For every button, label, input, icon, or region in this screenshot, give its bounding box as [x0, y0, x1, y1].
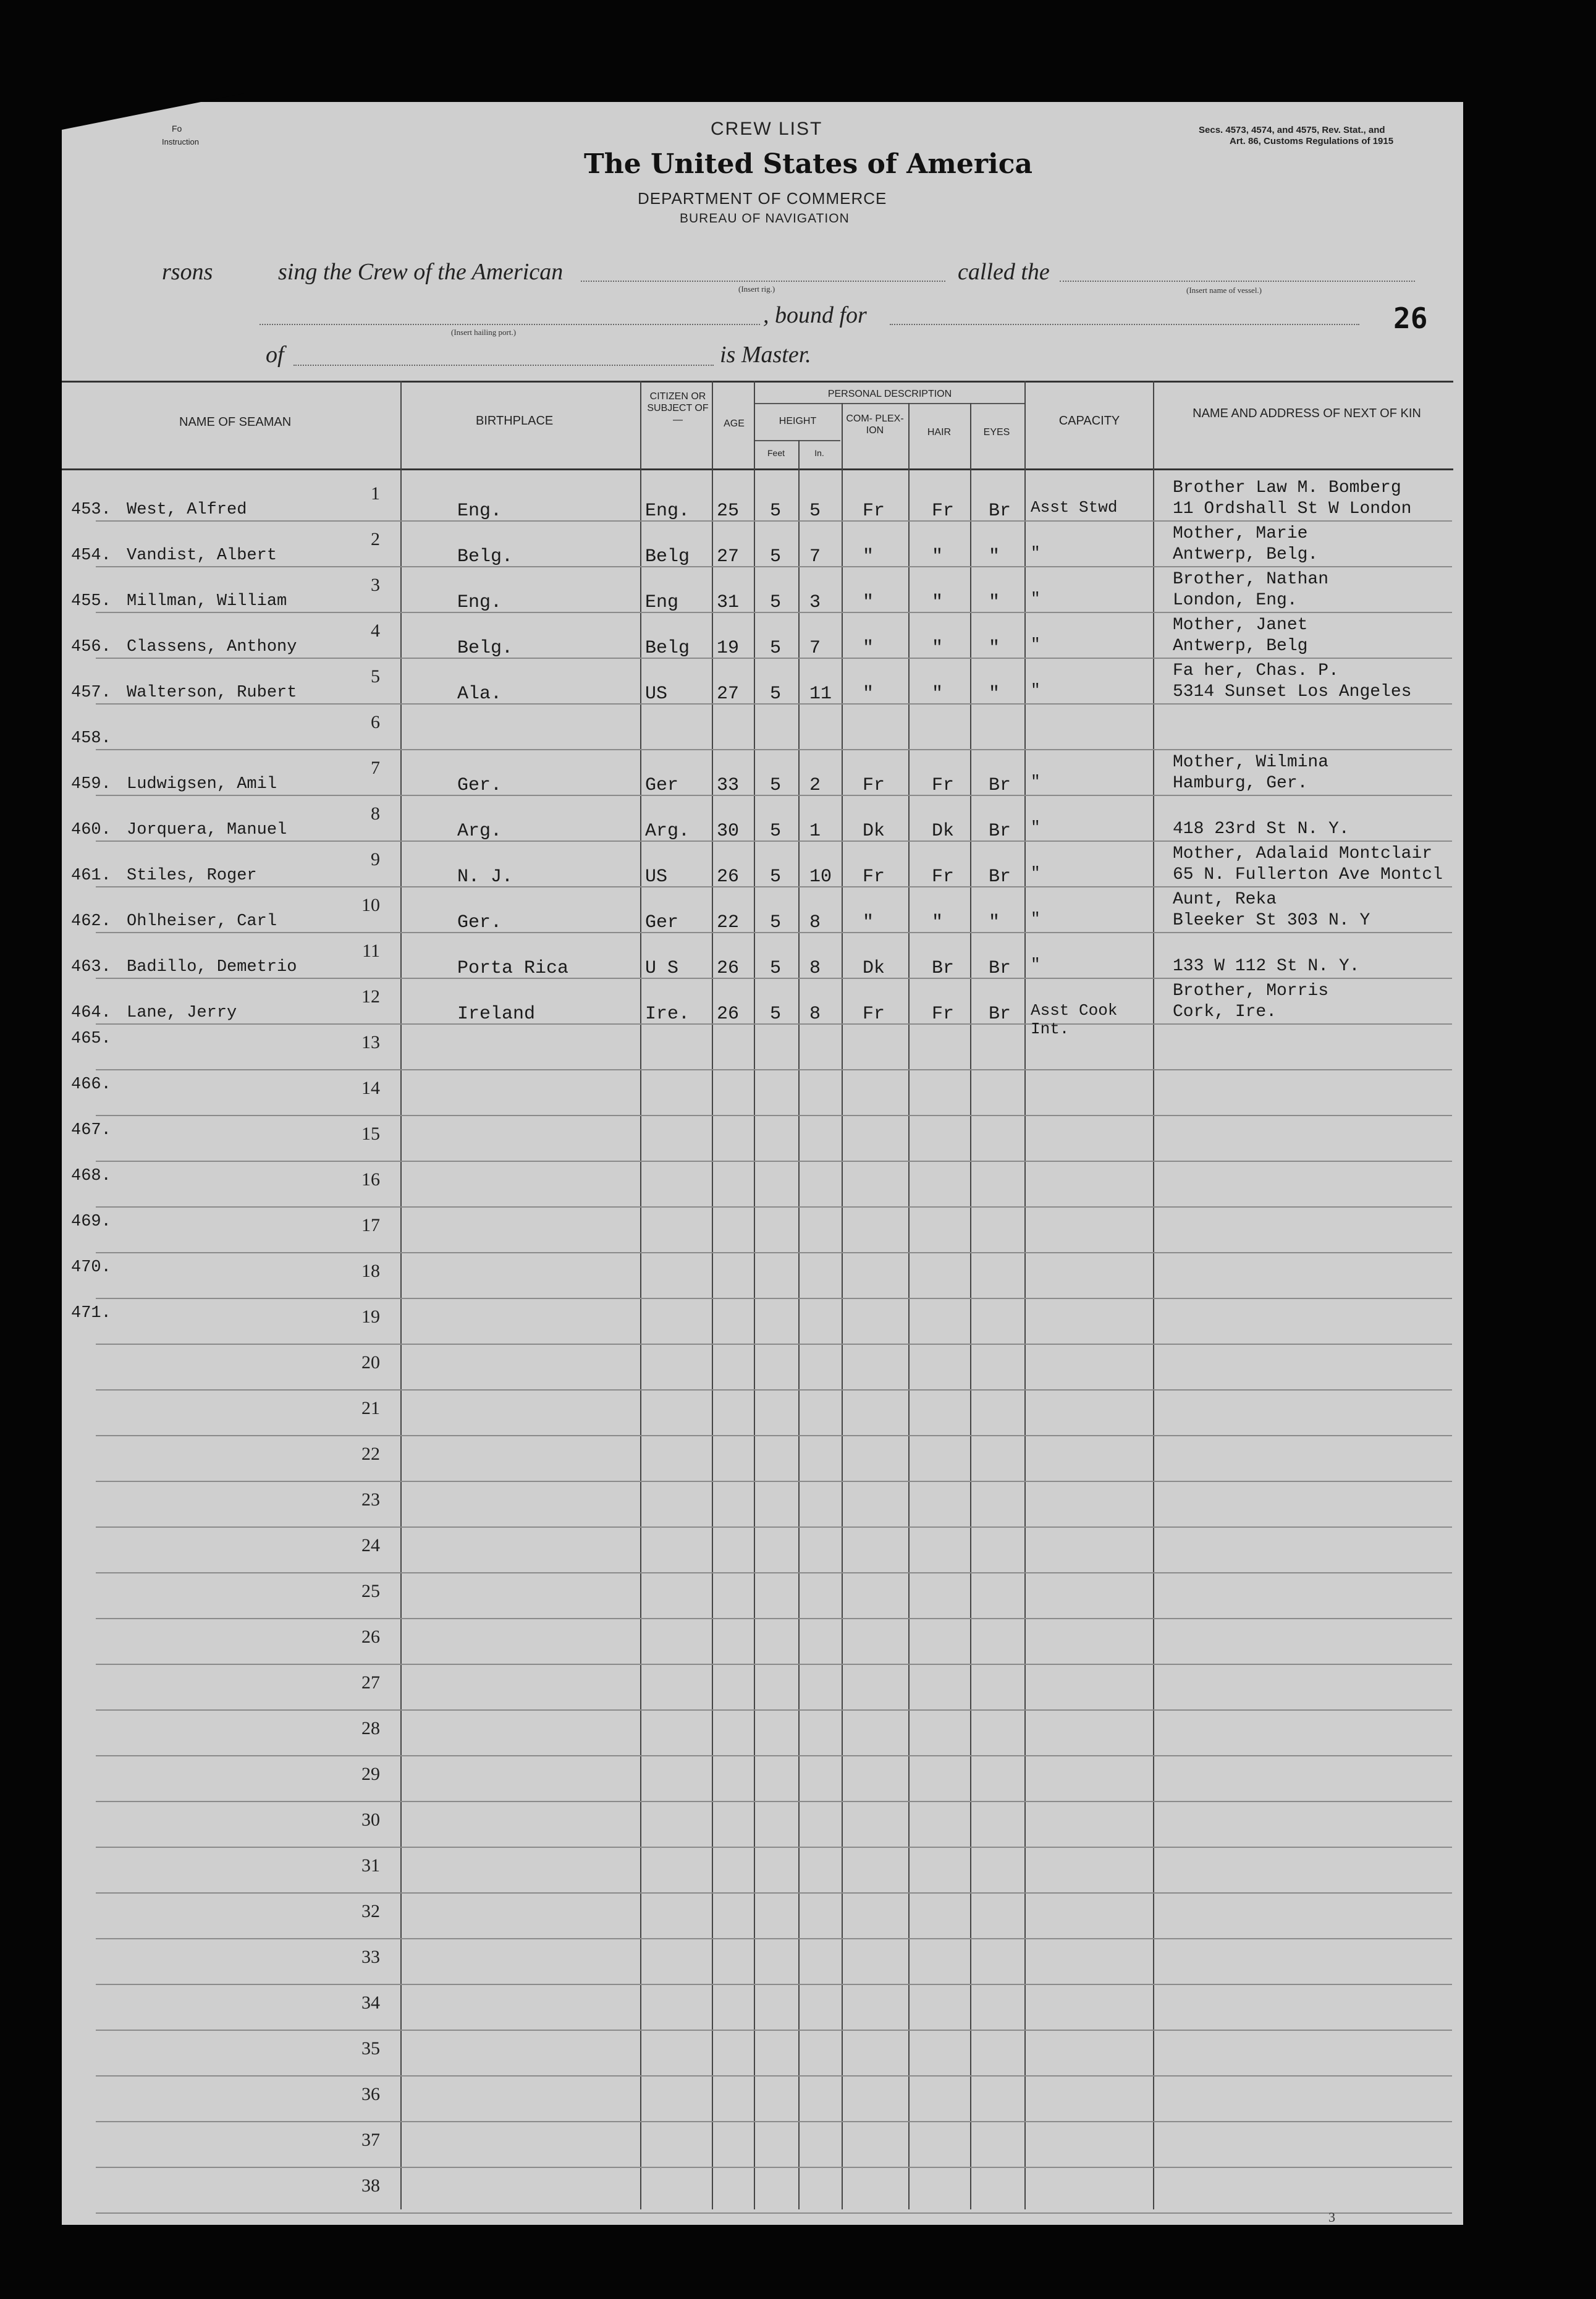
- row-number: 7: [371, 758, 380, 778]
- row-number: 5: [371, 666, 380, 687]
- col-age: AGE: [724, 418, 745, 429]
- height-inches: 2: [809, 775, 821, 796]
- seaman-id: 455.: [71, 592, 111, 611]
- statute-ref-2: Art. 86, Customs Regulations of 1915: [1230, 136, 1394, 146]
- row-number: 22: [361, 1444, 380, 1464]
- seaman-id: 462.: [71, 912, 111, 931]
- hair: Fr: [932, 775, 955, 796]
- vessel-hint: (Insert name of vessel.): [1186, 286, 1262, 295]
- age: 30: [717, 821, 740, 842]
- seaman-name: Millman, William: [127, 592, 287, 611]
- column-divider: [1153, 381, 1154, 2209]
- seaman-id: 466.: [71, 1075, 111, 1094]
- torn-corner: [62, 93, 247, 130]
- port-hint: (Insert hailing port.): [451, 328, 517, 337]
- height-inches: 3: [809, 592, 821, 613]
- complexion: Fr: [863, 866, 885, 887]
- next-of-kin-name: Brother, Morris: [1173, 981, 1329, 1001]
- capacity: Asst Cook Int.: [1031, 1001, 1118, 1038]
- row-rule: [96, 1115, 1452, 1116]
- complexion: ": [863, 546, 874, 567]
- hair: Br: [932, 958, 955, 979]
- next-of-kin-name: Fa her, Chas. P.: [1173, 661, 1339, 680]
- seaman-id: 456.: [71, 638, 111, 656]
- row-rule: [96, 1344, 1452, 1345]
- col-inches: In.: [814, 448, 824, 458]
- row-number: 12: [361, 986, 380, 1007]
- col-citizen: CITIZEN OR SUBJECT OF—: [647, 391, 709, 425]
- eyes: ": [989, 912, 1000, 933]
- citizen-of: Ger: [645, 912, 679, 933]
- row-number: 27: [361, 1672, 380, 1693]
- seaman-name: Classens, Anthony: [127, 638, 297, 656]
- height-feet: 5: [770, 501, 782, 522]
- birthplace: Ala.: [457, 684, 502, 705]
- row-number: 2: [371, 529, 380, 549]
- complexion: Dk: [863, 958, 885, 979]
- height-inches: 10: [809, 866, 832, 887]
- height-feet: 5: [770, 912, 782, 933]
- row-rule: [96, 1298, 1452, 1299]
- bureau: BUREAU OF NAVIGATION: [680, 211, 850, 226]
- capacity: ": [1031, 590, 1041, 608]
- seaman-id: 461.: [71, 866, 111, 885]
- row-number: 36: [361, 2084, 380, 2104]
- height-feet: 5: [770, 1004, 782, 1025]
- row-rule: [96, 1892, 1452, 1894]
- line3-start: of: [266, 342, 284, 368]
- hair: ": [932, 684, 944, 705]
- row-rule: [96, 1938, 1452, 1939]
- row-rule: [96, 1161, 1452, 1162]
- complexion: Fr: [863, 501, 885, 522]
- col-eyes: EYES: [983, 427, 1010, 438]
- line1-start: rsons: [162, 259, 213, 285]
- eyes: ": [989, 546, 1000, 567]
- col-capacity: CAPACITY: [1058, 414, 1120, 428]
- seaman-id: 457.: [71, 684, 111, 702]
- height-feet: 5: [770, 958, 782, 979]
- age: 33: [717, 775, 740, 796]
- col-name-of-seaman: NAME OF SEAMAN: [179, 415, 292, 429]
- row-rule: [96, 1389, 1452, 1391]
- age: 26: [717, 866, 740, 887]
- next-of-kin-address: 65 N. Fullerton Ave Montcl: [1173, 865, 1443, 884]
- row-number: 32: [361, 1901, 380, 1921]
- row-number: 29: [361, 1764, 380, 1784]
- column-divider: [754, 381, 755, 2209]
- row-rule: [96, 2167, 1452, 2168]
- row-number: 34: [361, 1992, 380, 2013]
- next-of-kin-address: 133 W 112 St N. Y.: [1173, 957, 1360, 976]
- seaman-id: 464.: [71, 1004, 111, 1022]
- complexion: ": [863, 912, 874, 933]
- capacity: ": [1031, 864, 1041, 883]
- next-of-kin-name: Mother, Adalaid Montclair: [1173, 844, 1433, 863]
- col-complexion: COM- PLEX- ION: [846, 413, 904, 436]
- seaman-name: Jorquera, Manuel: [127, 821, 287, 839]
- eyes: ": [989, 638, 1000, 659]
- row-rule: [96, 2075, 1452, 2077]
- row-number: 16: [361, 1169, 380, 1190]
- complexion: ": [863, 684, 874, 705]
- hair: ": [932, 546, 944, 567]
- col-feet: Feet: [767, 448, 785, 458]
- height-inches: 8: [809, 958, 821, 979]
- row-number: 33: [361, 1947, 380, 1967]
- seaman-name: Badillo, Demetrio: [127, 958, 297, 976]
- row-rule: [96, 1801, 1452, 1802]
- eyes: Br: [989, 501, 1011, 522]
- port-blank: [260, 324, 760, 325]
- birthplace: Arg.: [457, 821, 502, 842]
- row-rule: [96, 1618, 1452, 1619]
- birthplace: Eng.: [457, 592, 502, 613]
- citizen-of: Eng.: [645, 501, 690, 522]
- capacity: ": [1031, 910, 1041, 928]
- height-inches: 8: [809, 912, 821, 933]
- seaman-id: 458.: [71, 729, 111, 748]
- row-number: 14: [361, 1078, 380, 1098]
- height-inches: 5: [809, 501, 821, 522]
- hair: Fr: [932, 501, 955, 522]
- row-rule: [96, 1709, 1452, 1711]
- hair: ": [932, 638, 944, 659]
- hair: Dk: [932, 821, 955, 842]
- height-rule: [755, 440, 840, 441]
- seaman-id: 460.: [71, 821, 111, 839]
- seaman-id: 470.: [71, 1258, 111, 1277]
- complexion: Dk: [863, 821, 885, 842]
- destination-blank: [890, 324, 1359, 325]
- birthplace: Belg.: [457, 638, 513, 659]
- country-title: The United States of America: [584, 148, 1033, 180]
- birthplace: Belg.: [457, 546, 513, 567]
- height-inches: 11: [809, 684, 832, 705]
- rig-hint: (Insert rig.): [738, 284, 775, 294]
- row-number: 20: [361, 1352, 380, 1373]
- next-of-kin-address: Antwerp, Belg.: [1173, 545, 1319, 564]
- age: 31: [717, 592, 740, 613]
- next-of-kin-name: Brother Law M. Bomberg: [1173, 478, 1401, 497]
- age: 27: [717, 684, 740, 705]
- col-next-of-kin: NAME AND ADDRESS OF NEXT OF KIN: [1193, 407, 1421, 420]
- height-inches: 7: [809, 546, 821, 567]
- height-feet: 5: [770, 684, 782, 705]
- row-rule: [96, 1755, 1452, 1756]
- row-number: 19: [361, 1306, 380, 1327]
- capacity: ": [1031, 955, 1041, 974]
- height-feet: 5: [770, 592, 782, 613]
- row-number: 23: [361, 1489, 380, 1510]
- seaman-id: 467.: [71, 1121, 111, 1140]
- seaman-id: 471.: [71, 1304, 111, 1323]
- next-of-kin-name: Aunt, Reka: [1173, 890, 1277, 909]
- seaman-name: Lane, Jerry: [127, 1004, 237, 1022]
- line3-end: is Master.: [720, 342, 811, 368]
- row-number: 25: [361, 1581, 380, 1601]
- next-of-kin-name: Mother, Janet: [1173, 616, 1308, 635]
- column-divider: [712, 381, 713, 2209]
- row-rule: [96, 1984, 1452, 1985]
- seaman-name: Vandist, Albert: [127, 546, 277, 565]
- master-blank: [293, 365, 714, 366]
- next-of-kin-name: Brother, Nathan: [1173, 570, 1329, 589]
- next-of-kin-address: 11 Ordshall St W London: [1173, 499, 1412, 519]
- seaman-id: 469.: [71, 1213, 111, 1231]
- complexion: Fr: [863, 1004, 885, 1025]
- capacity: ": [1031, 544, 1041, 562]
- row-number: 26: [361, 1627, 380, 1647]
- age: 26: [717, 958, 740, 979]
- height-feet: 5: [770, 775, 782, 796]
- hair: Fr: [932, 866, 955, 887]
- hair: ": [932, 592, 944, 613]
- row-rule: [96, 1572, 1452, 1573]
- col-birthplace: BIRTHPLACE: [476, 414, 554, 428]
- row-number: 13: [361, 1032, 380, 1052]
- statute-ref-1: Secs. 4573, 4574, and 4575, Rev. Stat., and: [1199, 125, 1385, 135]
- row-rule: [96, 1664, 1452, 1665]
- row-number: 18: [361, 1261, 380, 1281]
- row-rule: [96, 749, 1452, 750]
- next-of-kin-address: Hamburg, Ger.: [1173, 774, 1308, 793]
- birthplace: Ireland: [457, 1004, 536, 1025]
- column-divider: [640, 381, 641, 2209]
- seaman-name: Stiles, Roger: [127, 866, 257, 885]
- next-of-kin-name: Mother, Wilmina: [1173, 753, 1329, 772]
- left-stub-2: Instruction: [162, 137, 199, 146]
- page-number: 26: [1393, 302, 1428, 335]
- footer-mark: 3: [1328, 2209, 1335, 2225]
- next-of-kin-address: Antwerp, Belg: [1173, 637, 1308, 656]
- row-rule: [96, 1847, 1452, 1848]
- seaman-id: 463.: [71, 958, 111, 976]
- col-height: HEIGHT: [779, 416, 817, 426]
- table-header-rule: [62, 468, 1453, 470]
- eyes: Br: [989, 821, 1011, 842]
- citizen-of: Belg: [645, 546, 690, 567]
- birthplace: Porta Rica: [457, 958, 569, 979]
- seaman-id: 465.: [71, 1030, 111, 1048]
- next-of-kin-address: 418 23rd St N. Y.: [1173, 819, 1349, 839]
- eyes: Br: [989, 1004, 1011, 1025]
- citizen-of: Eng: [645, 592, 679, 613]
- row-number: 9: [371, 849, 380, 870]
- row-rule: [96, 1481, 1452, 1482]
- citizen-of: Arg.: [645, 821, 690, 842]
- personal-rule: [755, 403, 1024, 404]
- row-rule: [96, 1206, 1452, 1208]
- row-number: 38: [361, 2175, 380, 2196]
- capacity: ": [1031, 773, 1041, 791]
- next-of-kin-name: Mother, Marie: [1173, 524, 1308, 543]
- row-rule: [96, 1252, 1452, 1253]
- line1-mid: sing the Crew of the American: [278, 259, 564, 285]
- capacity: ": [1031, 681, 1041, 700]
- seaman-name: Ohlheiser, Carl: [127, 912, 277, 931]
- capacity: ": [1031, 818, 1041, 837]
- age: 19: [717, 638, 740, 659]
- citizen-of: Belg: [645, 638, 690, 659]
- eyes: ": [989, 592, 1000, 613]
- next-of-kin-address: Bleeker St 303 N. Y: [1173, 911, 1370, 930]
- complexion: ": [863, 592, 874, 613]
- age: 27: [717, 546, 740, 567]
- height-feet: 5: [770, 866, 782, 887]
- row-number: 11: [362, 941, 380, 961]
- citizen-of: Ire.: [645, 1004, 690, 1025]
- birthplace: Ger.: [457, 775, 502, 796]
- row-rule: [96, 2030, 1452, 2031]
- row-number: 3: [371, 575, 380, 595]
- seaman-name: Walterson, Rubert: [127, 684, 297, 702]
- row-number: 31: [361, 1855, 380, 1876]
- age: 22: [717, 912, 740, 933]
- height-feet: 5: [770, 638, 782, 659]
- row-number: 1: [371, 483, 380, 504]
- next-of-kin-address: London, Eng.: [1173, 591, 1298, 610]
- row-number: 30: [361, 1810, 380, 1830]
- citizen-of: Ger: [645, 775, 679, 796]
- citizen-of: US: [645, 684, 668, 705]
- height-inches: 7: [809, 638, 821, 659]
- row-number: 6: [371, 712, 380, 732]
- column-divider: [798, 440, 800, 2209]
- citizen-of: US: [645, 866, 668, 887]
- row-rule: [96, 2121, 1452, 2122]
- row-rule: [96, 1526, 1452, 1528]
- eyes: Br: [989, 958, 1011, 979]
- height-inches: 8: [809, 1004, 821, 1025]
- seaman-id: 454.: [71, 546, 111, 565]
- row-number: 35: [361, 2038, 380, 2059]
- next-of-kin-address: Cork, Ire.: [1173, 1002, 1277, 1022]
- age: 26: [717, 1004, 740, 1025]
- seaman-id: 459.: [71, 775, 111, 794]
- table-top-rule: [62, 381, 1453, 383]
- seaman-name: West, Alfred: [127, 501, 247, 519]
- age: 25: [717, 501, 740, 522]
- row-number: 10: [361, 895, 380, 915]
- form-label: CREW LIST: [711, 119, 823, 139]
- seaman-id: 453.: [71, 501, 111, 519]
- row-number: 17: [361, 1215, 380, 1235]
- hair: ": [932, 912, 944, 933]
- capacity: ": [1031, 635, 1041, 654]
- citizen-of: U S: [645, 958, 679, 979]
- rig-blank: [581, 281, 945, 282]
- row-rule: [96, 1069, 1452, 1070]
- row-rule: [96, 1435, 1452, 1436]
- line1-end: called the: [958, 259, 1050, 285]
- row-number: 28: [361, 1718, 380, 1738]
- row-number: 21: [361, 1398, 380, 1418]
- row-number: 37: [361, 2130, 380, 2150]
- birthplace: Eng.: [457, 501, 502, 522]
- department: DEPARTMENT OF COMMERCE: [638, 189, 887, 208]
- left-stub-1: Fo: [172, 124, 182, 133]
- row-number: 8: [371, 803, 380, 824]
- complexion: ": [863, 638, 874, 659]
- seaman-name: Ludwigsen, Amil: [127, 775, 277, 794]
- hair: Fr: [932, 1004, 955, 1025]
- row-number: 15: [361, 1124, 380, 1144]
- column-divider: [400, 381, 402, 2209]
- eyes: Br: [989, 866, 1011, 887]
- height-inches: 1: [809, 821, 821, 842]
- birthplace: N. J.: [457, 866, 513, 887]
- capacity: Asst Stwd: [1031, 498, 1118, 517]
- next-of-kin-address: 5314 Sunset Los Angeles: [1173, 682, 1412, 701]
- row-rule: [96, 2212, 1452, 2214]
- col-personal: PERSONAL DESCRIPTION: [827, 389, 952, 399]
- col-hair: HAIR: [927, 427, 952, 438]
- seaman-id: 468.: [71, 1167, 111, 1185]
- height-feet: 5: [770, 546, 782, 567]
- line2-end: , bound for: [763, 302, 867, 328]
- birthplace: Ger.: [457, 912, 502, 933]
- complexion: Fr: [863, 775, 885, 796]
- vessel-blank: [1060, 281, 1415, 282]
- height-feet: 5: [770, 821, 782, 842]
- row-number: 4: [371, 620, 380, 641]
- row-number: 24: [361, 1535, 380, 1556]
- column-divider: [1024, 381, 1026, 2209]
- eyes: Br: [989, 775, 1011, 796]
- eyes: ": [989, 684, 1000, 705]
